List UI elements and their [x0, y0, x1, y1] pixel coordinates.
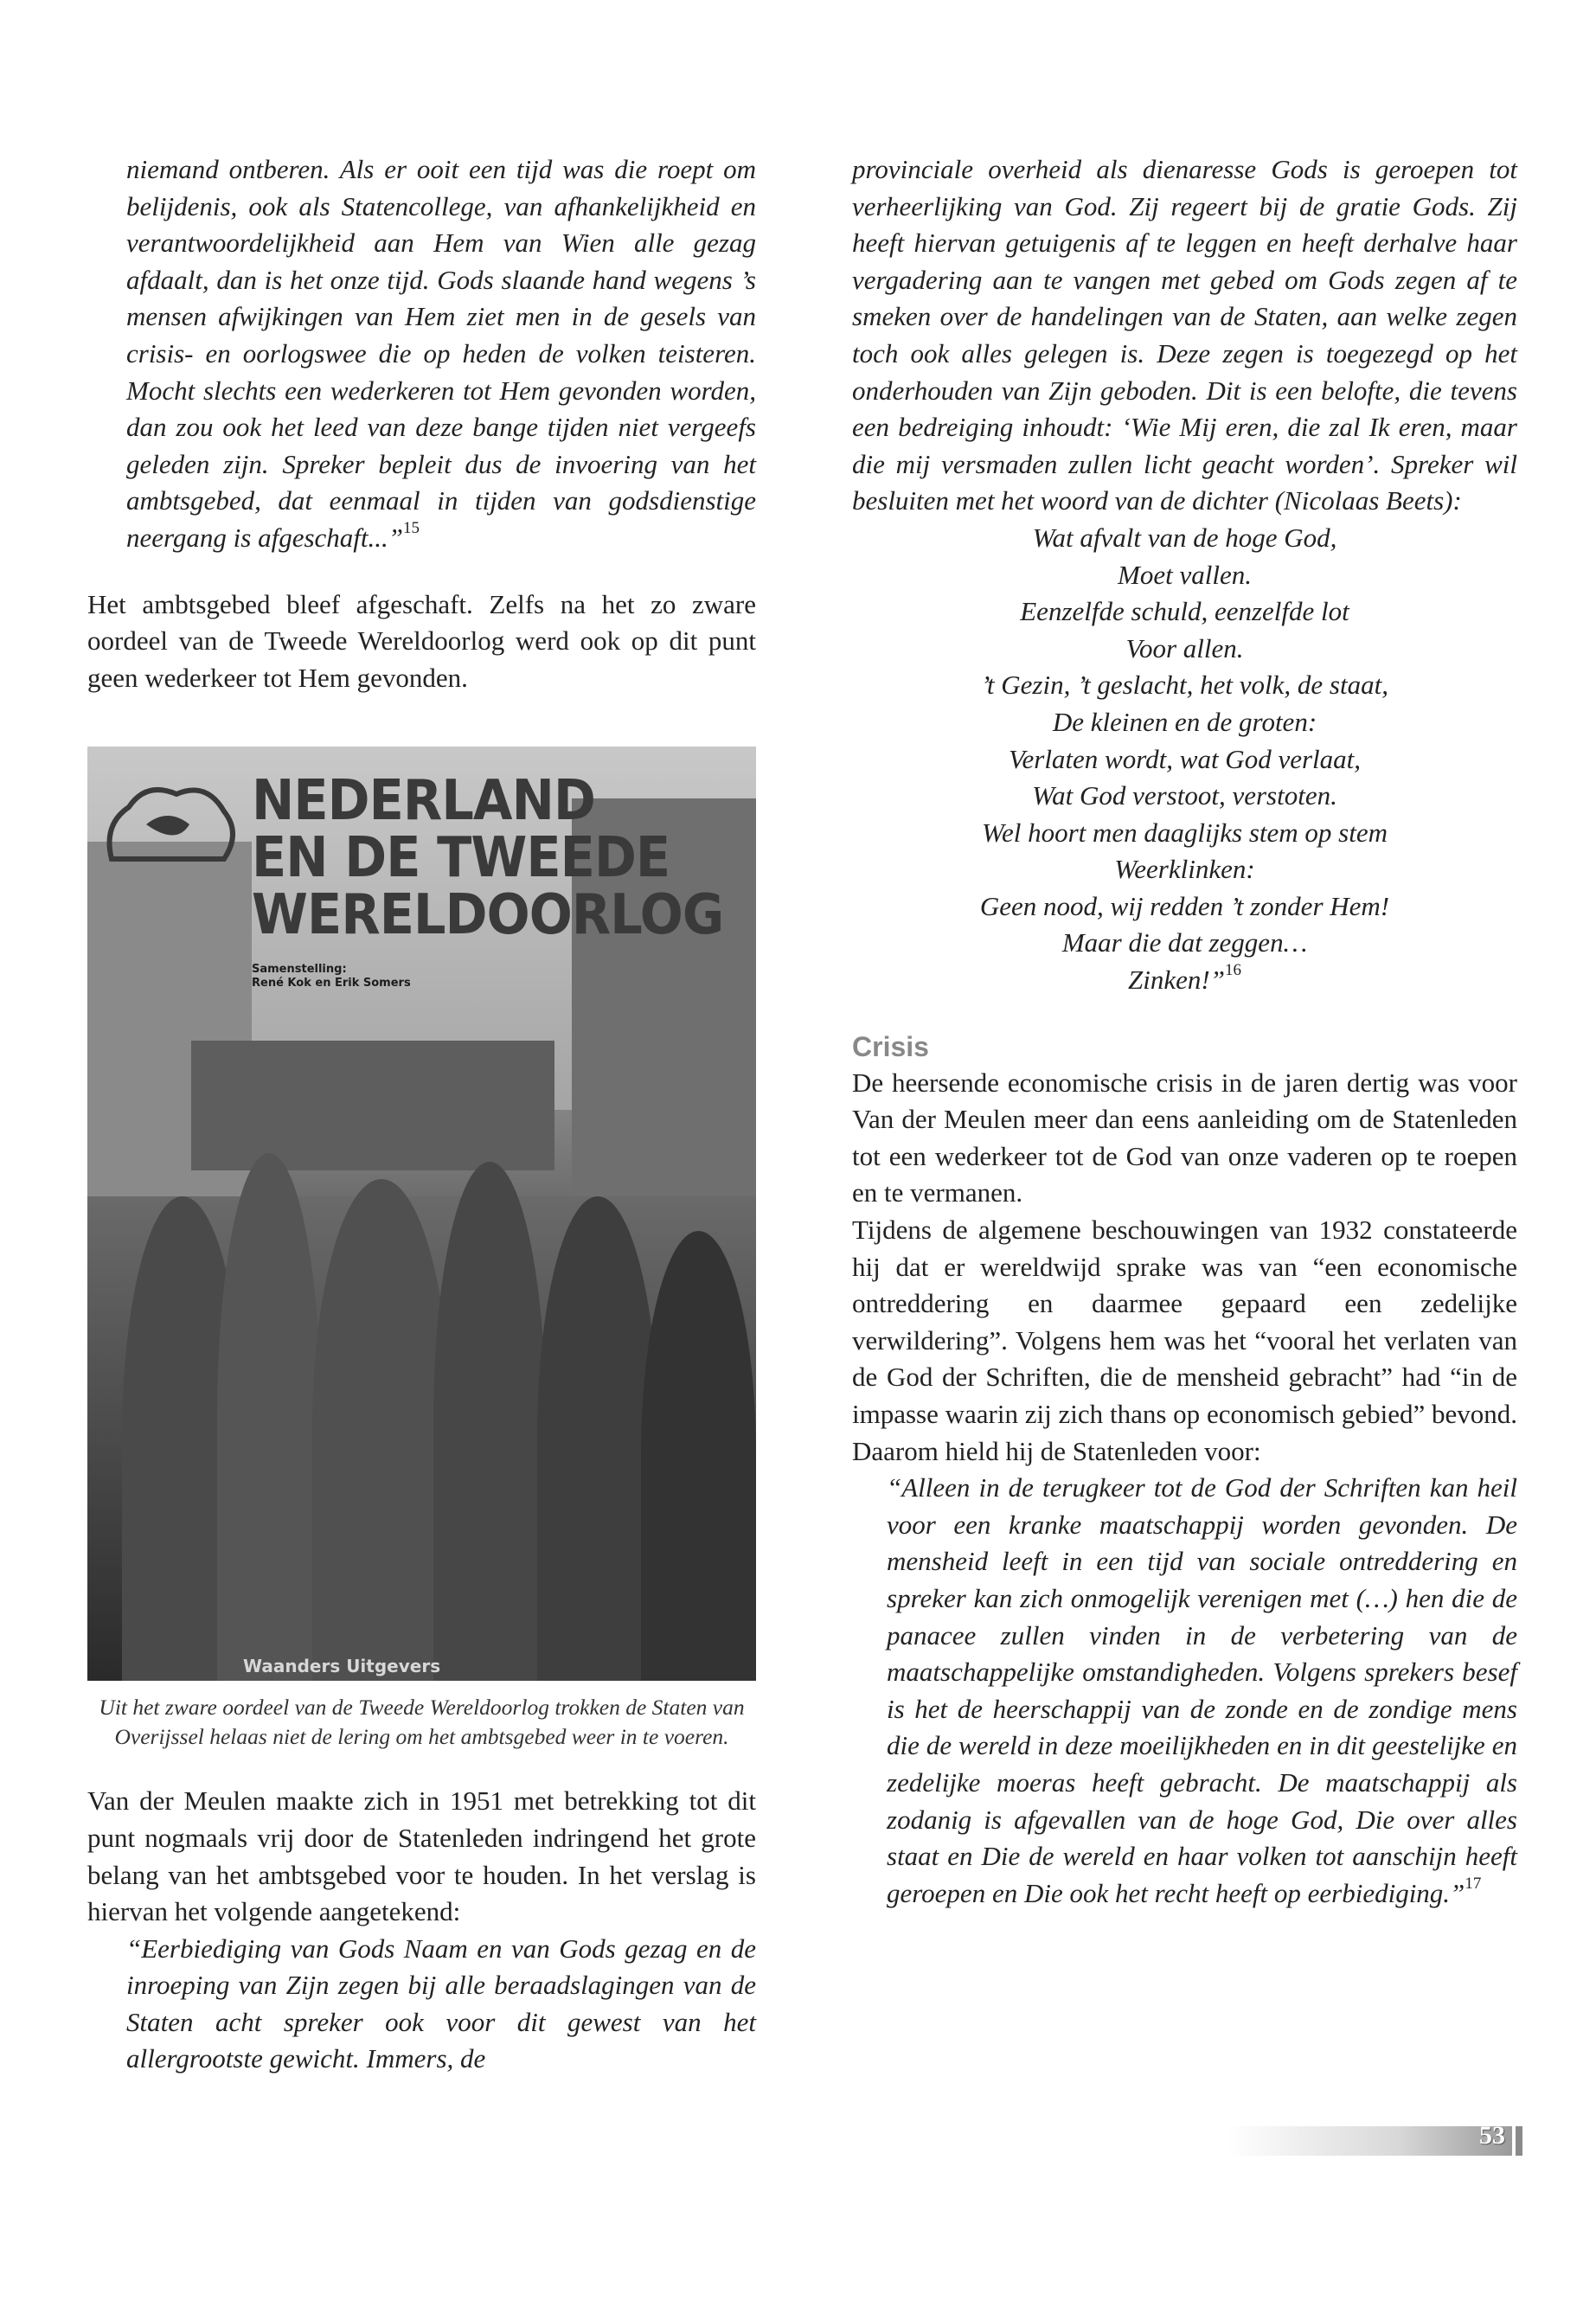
poem-line: Wat God verstoot, verstoten.	[1032, 780, 1337, 811]
quote-1932: “Alleen in de terugkeer tot de God der Schriften kan heil voor een kranke maatschappij worden gevonden. De mensheid leeft in een tijd van sociale ontreddering en spreker kan zich onmogelijk verenigen met (…) hen die de panacee zullen vinden in de verbetering van de maatschappelijke omstandigheden. Volgens sprekers besef is het de heerschappij van de zonde en de zondige mens die de wereld in deze moeilijkheden en in dit geestelijke en zedelijke moeras heeft gebracht. De maatschappij als zodanig is afgevallen van de hoge God, Die over alles staat en Die de wereld en haar volken tot aanschijn heeft geroepen en Die ook het recht heeft op eerbiediging.”$^{17}$	[887, 1472, 1517, 1908]
poem-line: Eenzelfde schuld, eenzelfde lot	[1020, 596, 1349, 627]
poem-line: Verlaten wordt, wat God verlaat,	[1009, 743, 1361, 774]
paragraph-crisis: De heersende economische crisis in de jaren dertig was voor Van der Meulen meer dan eens aanleiding om de Statenleden tot een wederkeer tot de God van onze vaderen op te roepen en te vermanen.	[852, 1067, 1517, 1208]
poem-line: Zinken!”	[1128, 965, 1225, 996]
page-number: 53	[1479, 2121, 1505, 2150]
poem-line: ’t Gezin, ’t geslacht, het volk, de staat,	[981, 670, 1388, 701]
lion-emblem-icon	[94, 772, 246, 876]
book-title: NEDERLAND EN DE TWEEDE WERELDOORLOG	[252, 769, 724, 948]
left-column	[87, 151, 756, 2078]
quote-1951-continued: niemand ontberen. Als er ooit een tijd was die roept om belijdenis, ook als Statencollege, van afhankelijkheid en verantwoordelijkheid aan Hem van Wien alle gezag afdaalt, dan is het onze tijd. Gods slaande hand wegens ’s mensen afwijkingen van Hem ziet men in de gesels van crisis- en oorlogswee die op heden de volken teisteren. Mocht slechts een wederkeren tot Hem gevonden worden, dan zou ook het leed van deze bange tijden niet vergeefs geleden zijn. Spreker bepleit dus de invoering van het ambtsgebed, dat eenmaal in tijden van godsdienstige neergang is afgeschaft...”$^{15}$	[126, 154, 756, 553]
poem-line: Geen nood, wij redden ’t zonder Hem!	[979, 890, 1390, 921]
paragraph-ambtsgebed: Het ambtsgebed bleef afgeschaft. Zelfs na het zo zware oordeel van de Tweede Wereldoorlog werd ook op dit punt geen wederkeer tot Hem gevonden.	[87, 588, 756, 693]
right-column	[852, 151, 1517, 1912]
poem-line: Weerklinken:	[1114, 854, 1255, 885]
poem-line: De kleinen en de groten:	[1052, 706, 1317, 737]
poem-line: Wel hoort men daaglijks stem op stem	[982, 817, 1388, 848]
footnote-ref-15: 15	[403, 518, 420, 537]
footnote-ref-16: 16	[1224, 961, 1241, 980]
quote-1951: “Eerbiediging van Gods Naam en van Gods gezag en de inroeping van Zijn zegen bij alle beraadslagingen van de Staten acht spreker ook voor dit gewest van het allergrootste gewicht. Immers, de	[126, 1932, 756, 2074]
book-cover-figure	[87, 747, 756, 1681]
poem-beets	[852, 520, 1517, 999]
book-credit: Samenstelling: René Kok en Erik Somers	[252, 963, 411, 990]
poem-line: Maar die dat zeggen…	[1061, 927, 1308, 958]
poem-line: Moet vallen.	[1118, 559, 1252, 590]
paragraph-1932: Tijdens de algemene beschouwingen van 1932 constateerde hij dat er wereldwijd sprake was van “een economische ontreddering en daarmee gepaard een zedelijke verwildering”. Volgens hem was het “vooral het verlaten van de God der Schriften, die de mensheid gebracht” had “in de impasse waarin zij zich thans op economisch gebied” bevond. Daarom hield hij de Statenleden voor:	[852, 1215, 1517, 1466]
paragraph-1951: Van der Meulen maakte zich in 1951 met betrekking tot dit punt nogmaals vrij door de Statenleden indringend het grote belang van het ambtsgebed voor te houden. In het verslag is hiervan het volgende aangetekend:	[87, 1785, 756, 1927]
book-publisher: Waanders Uitgevers	[243, 1656, 441, 1677]
quote-1951-end: provinciale overheid als dienaresse Gods is geroepen tot verheerlijking van God. Zij regeert bij de gratie Gods. Zij heeft hiervan getuigenis af te leggen en heeft derhalve haar vergadering aan te vangen met gebed om Gods zegen af te smeken over de handelingen van de Staten, aan welke zegen toch ook alles gelegen is. Deze zegen is toegezegd op het onderhouden van Zijn geboden. Dit is een belofte, die tevens een bedreiging inhoudt: ‘Wie Mij eren, die zal Ik eren, maar die mij versmaden zullen licht geacht worden’. Spreker wil besluiten met het woord van de dichter (Nicolaas Beets):	[852, 154, 1517, 516]
figure-caption: Uit het zware oordeel van de Tweede Wereldoorlog trokken de Staten van Overijssel helaas niet de lering om het ambtsgebed weer in te voeren.	[99, 1695, 745, 1750]
section-heading-crisis: Crisis	[852, 1030, 929, 1062]
footnote-ref-17: 17	[1465, 1874, 1482, 1893]
poem-line: Voor allen.	[1125, 632, 1244, 663]
poem-line: Wat afvalt van de hoge God,	[1032, 522, 1337, 553]
